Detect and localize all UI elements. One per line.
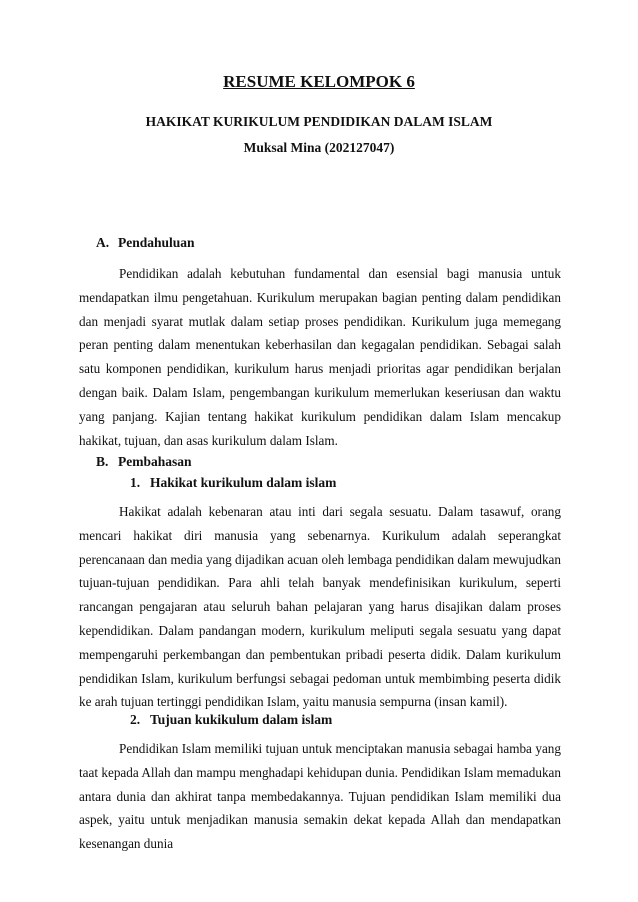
- section-letter: A.: [96, 235, 110, 250]
- subsection-number: 1.: [130, 475, 141, 490]
- subsection-number: 2.: [130, 712, 141, 727]
- subsection-title: Hakikat kurikulum dalam islam: [150, 475, 337, 490]
- document-title: RESUME KELOMPOK 6: [223, 72, 415, 91]
- paragraph-tujuan: Pendidikan Islam memiliki tujuan untuk menciptakan manusia sebagai hamba yang taat kepada Allah dan mampu menghadapi kehidupan dunia. Pendidikan Islam memadukan antara dunia dan akhirat tanpa membedakannya. Tujuan pendidikan Islam memiliki dua aspek, yaitu untuk menjadikan manusia semakin dekat kepada Allah dan mendapatkan kesenangan dunia: [79, 741, 561, 852]
- paragraph-pendahuluan: Pendidikan adalah kebutuhan fundamental dan esensial bagi manusia untuk mendapatkan ilmu pengetahuan. Kurikulum merupakan bagian penting dalam pendidikan dan menjadi syarat mutlak dalam setiap proses pendidikan. Kurikulum juga memegang peran penting dalam menentukan keberhasilan dan kegagalan pendidikan. Sebagai salah satu komponen pendidikan, kurikulum harus menjadi prioritas agar pendidikan berjalan dengan baik. Dalam Islam, pengembangan kurikulum memerlukan keseriusan dan waktu yang panjang. Kajian tentang hakikat kurikulum pendidikan dalam Islam mencakup hakikat, tujuan, dan asas kurikulum dalam Islam.: [79, 266, 561, 448]
- paragraph-hakikat: Hakikat adalah kebenaran atau inti dari segala sesuatu. Dalam tasawuf, orang mencari hakikat diri manusia yang sebenarnya. Kurikulum adalah seperangkat perencanaan dan media yang dijadikan acuan oleh lembaga pendidikan dalam mewujudkan tujuan-tujuan pendidikan. Para ahli telah banyak mendefinisikan kurikulum, seperti rancangan pengajaran atau seluruh bahan pelajaran yang harus disajikan dalam proses kependidikan. Dalam pandangan modern, kurikulum meliputi segala sesuatu yang dapat mempengaruhi perkembangan dan pembentukan pribadi peserta didik. Dalam kurikulum pendidikan Islam, kurikulum berfungsi sebagai pedoman untuk membimbing peserta didik ke arah tujuan tertinggi pendidikan Islam, yaitu manusia sempurna (insan kamil).: [79, 504, 561, 710]
- section-heading-pendahuluan: [96, 235, 195, 251]
- subsection-heading-hakikat: [130, 475, 336, 491]
- document-subtitle: HAKIKAT KURIKULUM PENDIDIKAN DALAM ISLAM: [145, 114, 493, 129]
- subsection-title: Tujuan kukikulum dalam islam: [150, 712, 333, 727]
- document-author: Muksal Mina (202127047): [243, 140, 395, 155]
- section-title: Pembahasan: [118, 454, 192, 469]
- section-letter: B.: [96, 454, 109, 469]
- section-heading-pembahasan: [96, 454, 192, 470]
- subsection-heading-tujuan: [130, 712, 332, 728]
- section-title: Pendahuluan: [118, 235, 195, 250]
